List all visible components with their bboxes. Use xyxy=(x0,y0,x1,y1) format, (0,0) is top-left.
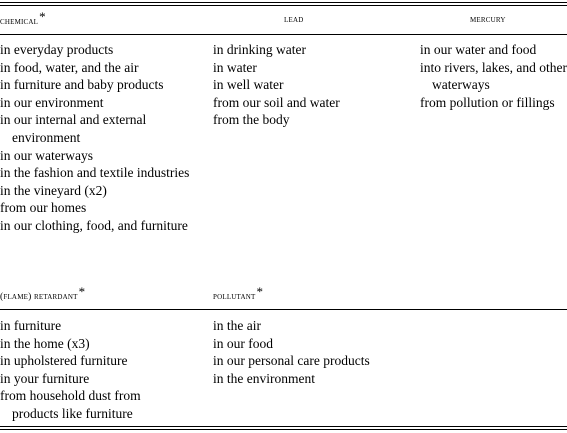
top-rule-2 xyxy=(0,5,567,6)
header-chemical-star: * xyxy=(39,9,46,24)
bottom-rule xyxy=(0,426,567,427)
list-item: in our waterways xyxy=(0,147,93,163)
column-chemical xyxy=(0,41,200,235)
list-item: from our soil and water xyxy=(213,94,340,110)
list-item: in food, water, and the air xyxy=(0,59,139,75)
list-item: from our homes xyxy=(0,200,87,216)
list-item: in the vineyard (x2) xyxy=(0,182,107,198)
bottom-rule-2 xyxy=(0,429,567,430)
header-chemical-label: chemical xyxy=(0,17,39,27)
header-pollutant-label: pollutant xyxy=(213,292,256,302)
header-flame-retardant-star: * xyxy=(78,284,86,299)
header-flame-retardant-label: (flame) retardant xyxy=(0,292,78,302)
list-item: from the body xyxy=(213,112,290,128)
list-item: in the environment xyxy=(213,370,315,386)
header-rule-2 xyxy=(0,309,567,310)
header-pollutant xyxy=(213,284,264,303)
list-item: in our clothing, food, and furniture xyxy=(0,217,188,233)
list-item: in furniture and baby products xyxy=(0,77,164,93)
list-item: in our internal and external environment xyxy=(0,112,147,145)
header-lead xyxy=(284,14,303,26)
list-item: in our food xyxy=(213,335,273,351)
list-item: in our personal care products xyxy=(213,353,370,369)
list-item: in the air xyxy=(213,318,261,333)
list-item: in our environment xyxy=(0,94,104,110)
list-item: in furniture xyxy=(0,318,62,333)
list-item: into rivers, lakes, and other waterways xyxy=(420,59,567,93)
list-item: in water xyxy=(213,59,257,75)
header-mercury-label: mercury xyxy=(470,15,506,25)
header-rule-1 xyxy=(0,34,567,35)
column-mercury xyxy=(420,41,567,111)
top-rule xyxy=(0,2,567,3)
header-pollutant-star: * xyxy=(256,284,264,299)
list-item: in upholstered furniture xyxy=(0,353,128,369)
column-pollutant xyxy=(213,317,413,387)
column-flame-retardant xyxy=(0,317,160,423)
header-chemical xyxy=(0,9,46,28)
list-item: in the fashion and textile industries xyxy=(0,165,190,181)
column-lead xyxy=(213,41,413,129)
list-item: in well water xyxy=(213,77,284,93)
list-item: in the home (x3) xyxy=(0,335,90,351)
list-item: in everyday products xyxy=(0,42,114,57)
header-flame-retardant xyxy=(0,284,86,303)
list-item: in our water and food xyxy=(420,42,537,57)
header-lead-label: lead xyxy=(284,15,304,25)
list-item: from household dust from products like furniture xyxy=(0,388,141,421)
list-item: in your furniture xyxy=(0,370,90,386)
header-mercury xyxy=(470,14,506,26)
list-item: in drinking water xyxy=(213,42,306,57)
list-item: from pollution or fillings xyxy=(420,94,555,110)
